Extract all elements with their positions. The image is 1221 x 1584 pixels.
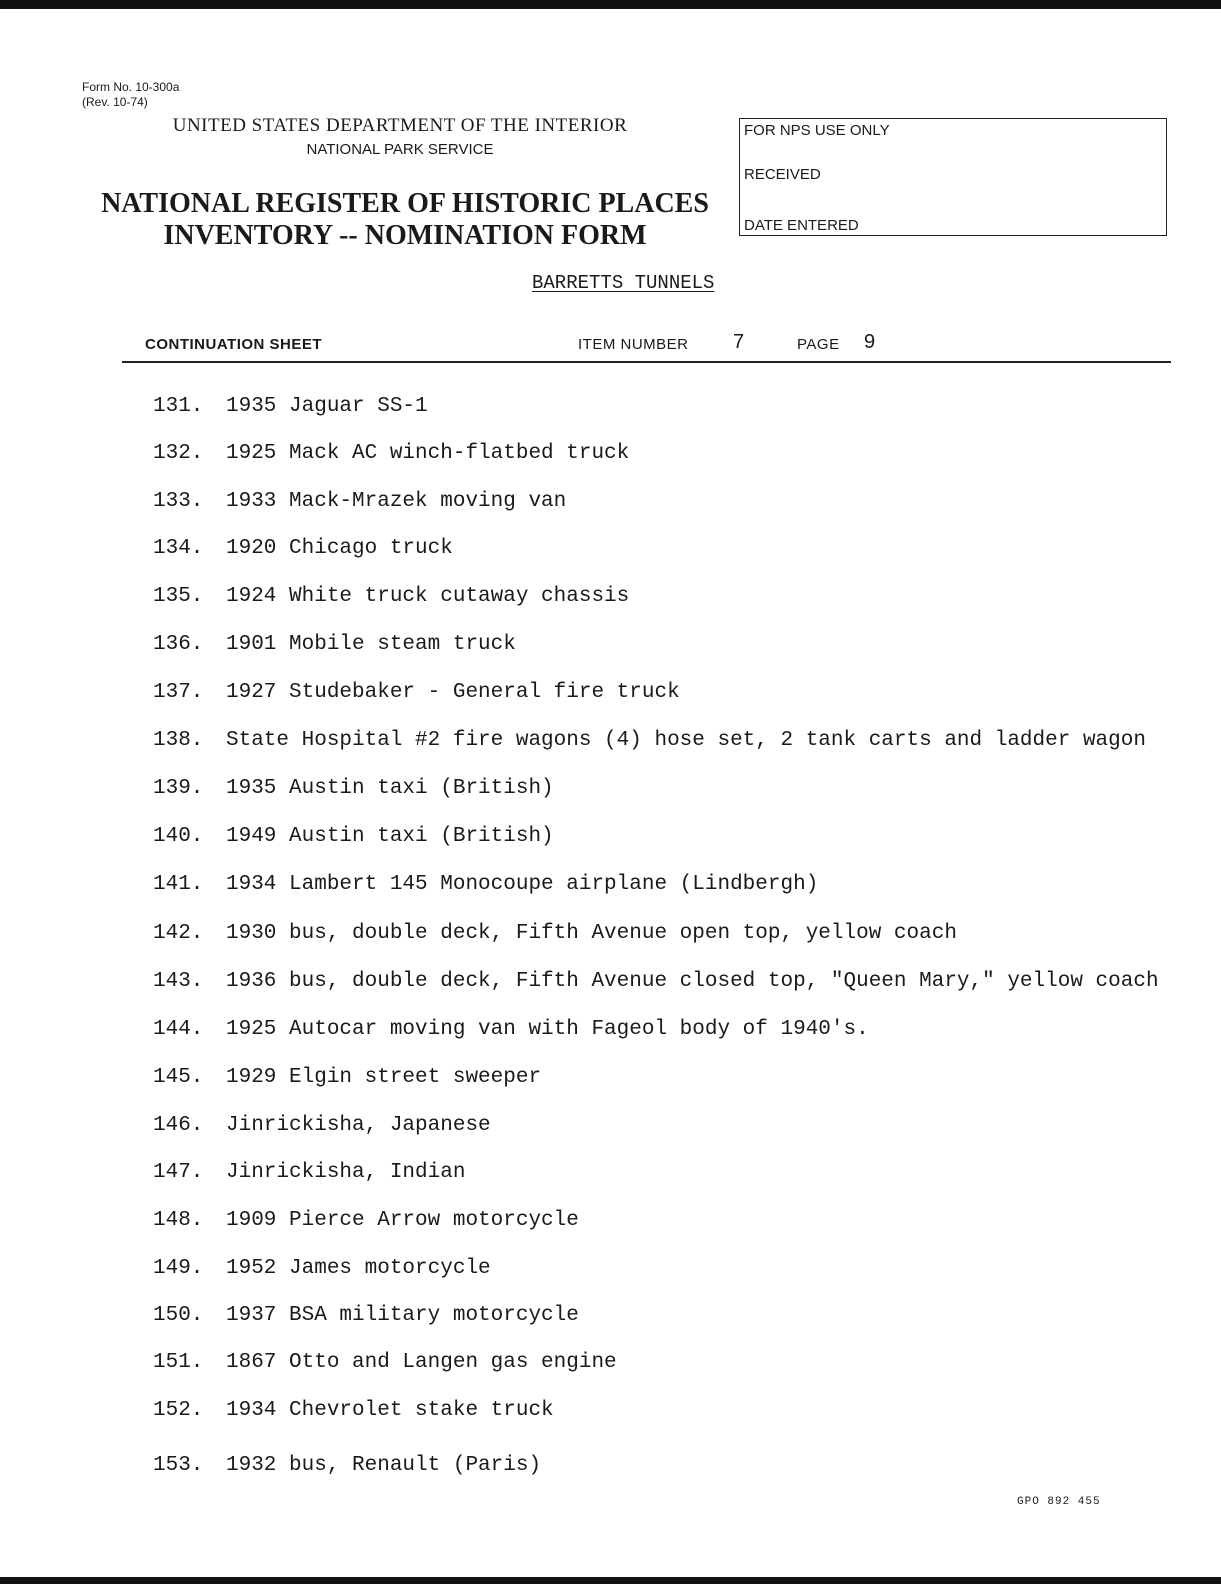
item-number: 136. xyxy=(153,633,204,656)
service-heading: NATIONAL PARK SERVICE xyxy=(306,141,494,158)
list-item xyxy=(0,439,1221,469)
item-number: 150. xyxy=(153,1304,204,1327)
nps-use-only-label: FOR NPS USE ONLY xyxy=(744,122,890,139)
form-title-line-2: INVENTORY -- NOMINATION FORM xyxy=(163,220,647,251)
item-description: 1935 Austin taxi (British) xyxy=(226,777,554,800)
item-number: 139. xyxy=(153,777,204,800)
property-name: BARRETTS TUNNELS xyxy=(532,272,715,294)
list-item xyxy=(0,1015,1221,1045)
item-number: 141. xyxy=(153,873,204,896)
list-item xyxy=(0,1254,1221,1284)
page-number-value: 9 xyxy=(864,331,876,353)
list-item xyxy=(0,392,1221,422)
list-item xyxy=(0,1396,1221,1426)
department-heading: UNITED STATES DEPARTMENT OF THE INTERIOR xyxy=(172,115,628,136)
item-description: 1929 Elgin street sweeper xyxy=(226,1066,542,1089)
item-number: 152. xyxy=(153,1399,204,1422)
list-item xyxy=(0,967,1221,997)
list-item xyxy=(0,582,1221,612)
item-number: 140. xyxy=(153,825,204,848)
item-number: 132. xyxy=(153,442,204,465)
printer-code: GPO 892 455 xyxy=(1017,1496,1101,1508)
item-number-value: 7 xyxy=(733,331,745,353)
item-description: 1937 BSA military motorcycle xyxy=(226,1304,579,1327)
item-description: 1925 Autocar moving van with Fageol body of 1940's. xyxy=(226,1018,869,1041)
item-description: 1934 Chevrolet stake truck xyxy=(226,1399,554,1422)
item-number: 133. xyxy=(153,490,204,513)
list-item xyxy=(0,1063,1221,1093)
item-number: 151. xyxy=(153,1351,204,1374)
item-description: 1936 bus, double deck, Fifth Avenue closed top, "Queen Mary," yellow coach xyxy=(226,970,1159,993)
item-number: 134. xyxy=(153,537,204,560)
form-revision: (Rev. 10-74) xyxy=(82,95,148,109)
item-number: 137. xyxy=(153,681,204,704)
item-number: 131. xyxy=(153,395,204,418)
item-number: 153. xyxy=(153,1454,204,1477)
item-number-label: ITEM NUMBER xyxy=(578,336,689,353)
page-label: PAGE xyxy=(797,336,840,353)
list-item xyxy=(0,1451,1221,1481)
header-divider xyxy=(122,361,1171,363)
item-description: 1901 Mobile steam truck xyxy=(226,633,516,656)
item-description: 1930 bus, double deck, Fifth Avenue open top, yellow coach xyxy=(226,922,957,945)
list-item xyxy=(0,1348,1221,1378)
item-description: Jinrickisha, Indian xyxy=(226,1161,466,1184)
list-item xyxy=(0,726,1221,756)
page-top-border xyxy=(0,0,1221,9)
item-description: 1909 Pierce Arrow motorcycle xyxy=(226,1209,579,1232)
item-number: 142. xyxy=(153,922,204,945)
item-number: 144. xyxy=(153,1018,204,1041)
item-description: 1867 Otto and Langen gas engine xyxy=(226,1351,617,1374)
received-field: RECEIVED xyxy=(744,166,821,183)
list-item xyxy=(0,1206,1221,1236)
item-number: 138. xyxy=(153,729,204,752)
page-bottom-border xyxy=(0,1577,1221,1584)
list-item xyxy=(0,822,1221,852)
item-description: Jinrickisha, Japanese xyxy=(226,1114,491,1137)
item-number: 148. xyxy=(153,1209,204,1232)
item-description: 1927 Studebaker - General fire truck xyxy=(226,681,680,704)
list-item xyxy=(0,630,1221,660)
item-number: 147. xyxy=(153,1161,204,1184)
list-item xyxy=(0,870,1221,900)
date-entered-field: DATE ENTERED xyxy=(744,217,859,234)
nps-use-only-box xyxy=(739,118,1167,236)
item-description: State Hospital #2 fire wagons (4) hose set, 2 tank carts and ladder wagon xyxy=(226,729,1146,752)
item-description: 1932 bus, Renault (Paris) xyxy=(226,1454,542,1477)
list-item xyxy=(0,774,1221,804)
item-description: 1920 Chicago truck xyxy=(226,537,453,560)
list-item xyxy=(0,1301,1221,1331)
list-item xyxy=(0,1158,1221,1188)
item-description: 1935 Jaguar SS-1 xyxy=(226,395,428,418)
item-description: 1949 Austin taxi (British) xyxy=(226,825,554,848)
list-item xyxy=(0,678,1221,708)
item-description: 1933 Mack-Mrazek moving van xyxy=(226,490,567,513)
list-item xyxy=(0,534,1221,564)
item-number: 149. xyxy=(153,1257,204,1280)
form-number: Form No. 10-300a xyxy=(82,80,180,94)
item-number: 135. xyxy=(153,585,204,608)
item-description: 1925 Mack AC winch-flatbed truck xyxy=(226,442,630,465)
form-title-line-1: NATIONAL REGISTER OF HISTORIC PLACES xyxy=(101,188,709,219)
item-description: 1952 James motorcycle xyxy=(226,1257,491,1280)
list-item xyxy=(0,1111,1221,1141)
item-description: 1924 White truck cutaway chassis xyxy=(226,585,630,608)
list-item xyxy=(0,487,1221,517)
list-item xyxy=(0,919,1221,949)
item-description: 1934 Lambert 145 Monocoupe airplane (Lindbergh) xyxy=(226,873,819,896)
continuation-sheet-label: CONTINUATION SHEET xyxy=(145,336,323,353)
item-number: 143. xyxy=(153,970,204,993)
item-number: 145. xyxy=(153,1066,204,1089)
item-number: 146. xyxy=(153,1114,204,1137)
